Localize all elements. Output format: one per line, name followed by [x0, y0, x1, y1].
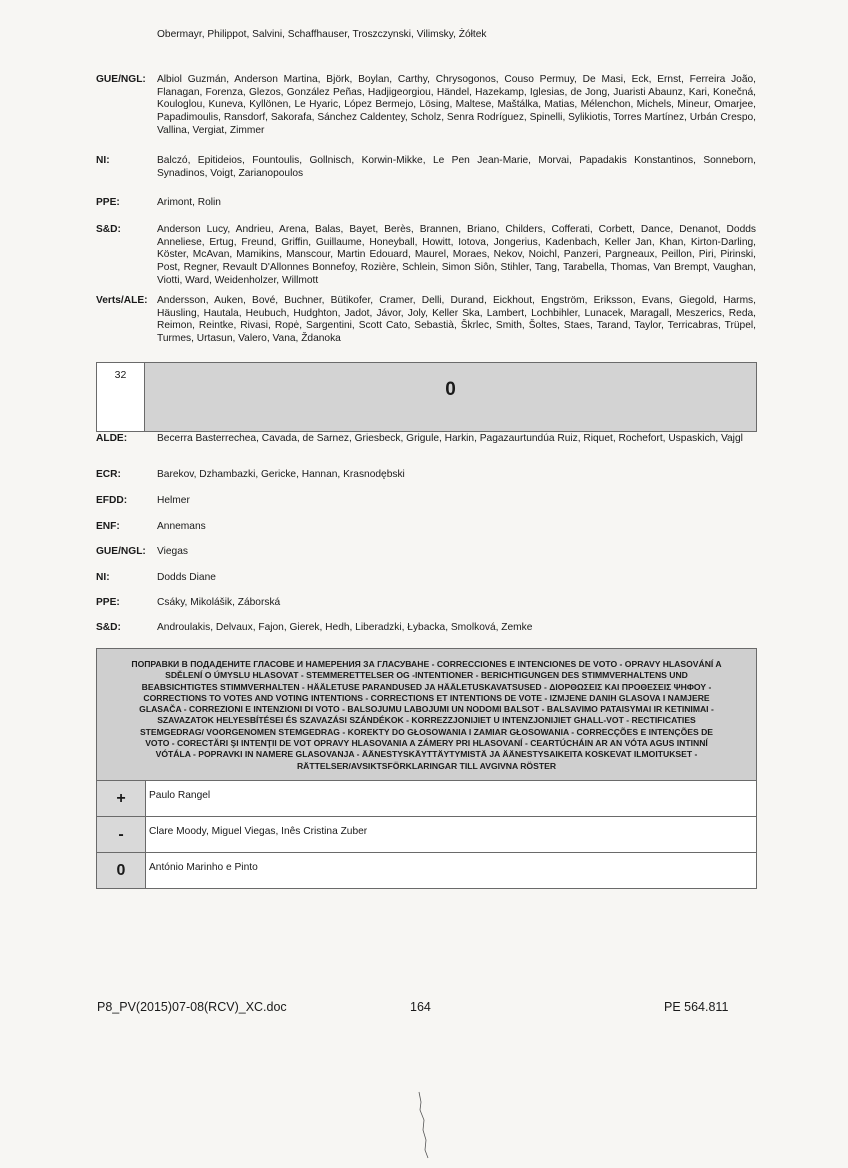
group-s-and-d-abstain — [96, 622, 756, 635]
group-names: Albiol Guzmán, Anderson Martina, Björk, Boylan, Carthy, Chrysogonos, Couso Permuy, De Masi, Eck, Ernst, Ferreira João, Flanagan, Forenza, Glezos, González Peñas, Hadjigeorgiou, Händel, Hazekamp, Iglesias, de Jong, Juaristi Abaunz, Kari, Konečná, Kouloglou, Kuneva, Kyllönen, Le Hyaric, López Bermejo, Lösing, Maltese, Maštálka, Matias, Mélenchon, Michels, Mineur, Omarjee, Papadimoulis, Ransdorf, Sakorafa, Sánchez Caldentey, Scholz, Senra Rodríguez, Spinelli, Sylikiotis, Torres Martínez, Urbán Crespo, Vallina, Vergiat, Zimmer — [157, 74, 756, 136]
group-s-and-d — [96, 224, 756, 288]
group-ppe-abstain — [96, 597, 756, 610]
vote-count-number: 32 — [97, 363, 145, 431]
group-alde — [96, 433, 756, 446]
group-enf — [96, 521, 756, 534]
group-names: Annemans — [157, 521, 206, 532]
group-names: Becerra Basterrechea, Cavada, de Sarnez, Griesbeck, Grigule, Harkin, Pagazaurtundúa Ruiz, Riquet, Rochefort, Uspaskich, Vajgl — [157, 433, 743, 444]
correction-row-zero — [97, 853, 756, 888]
group-names: Androulakis, Delvaux, Fajon, Gierek, Hedh, Liberadzki, Łybacka, Smolková, Zemke — [157, 622, 533, 633]
group-names: Csáky, Mikolášik, Záborská — [157, 597, 281, 608]
group-code: ALDE: — [96, 433, 128, 444]
group-code: S&D: — [96, 224, 121, 235]
group-names: Viegas — [157, 546, 188, 557]
group-names: Andersson, Auken, Bové, Buchner, Bütikofer, Cramer, Delli, Durand, Eickhout, Engström, Eriksson, Evans, Giegold, Harms, Häusling, Hautala, Heubuch, Hudghton, Jadot, Jávor, Joly, Keller Ska, Lambert, Lochbihler, Lunacek, Maragall, Meszerics, Reda, Reimon, Reintke, Rivasi, Ropė, Sargentini, Scott Cato, Sebastià, Škrlec, Smith, Šoltes, Staes, Tarand, Taylor, Terricabras, Trüpel, Turmes, Urtasun, Valero, Vana, Ždanoka — [157, 295, 756, 345]
footer-page-number: 164 — [410, 1000, 431, 1014]
correction-row-plus — [97, 781, 756, 817]
correction-names: António Marinho e Pinto — [149, 861, 258, 873]
group-code: ECR: — [96, 469, 121, 480]
top-names-line: Obermayr, Philippot, Salvini, Schaffhauser, Troszczynski, Vilimsky, Żółtek — [157, 29, 487, 40]
vote-count-box — [96, 362, 757, 432]
group-names: Dodds Diane — [157, 572, 216, 583]
vote-symbol: 0 — [445, 379, 456, 400]
group-ni-abstain — [96, 572, 756, 585]
group-gue-ngl — [96, 74, 756, 138]
correction-names: Clare Moody, Miguel Viegas, Inês Cristina Zuber — [149, 825, 368, 837]
group-code: GUE/NGL: — [96, 74, 146, 85]
corrections-table — [96, 648, 757, 889]
group-ppe — [96, 197, 756, 210]
correction-symbol: 0 — [97, 853, 146, 888]
group-names: Arimont, Rolin — [157, 197, 221, 208]
group-code: NI: — [96, 155, 110, 166]
group-ni — [96, 155, 756, 180]
group-gue-ngl-abstain — [96, 546, 756, 559]
group-names: Barekov, Dzhambazki, Gericke, Hannan, Krasnodębski — [157, 469, 405, 480]
group-ecr — [96, 469, 756, 482]
correction-symbol: + — [97, 781, 146, 816]
correction-symbol: - — [97, 817, 146, 852]
corrections-header: ПОПРАВКИ В ПОДАДЕНИТЕ ГЛАСОВЕ И НАМЕРЕНИЯ ЗА ГЛАСУВАНЕ - CORRECCIONES E INTENCIONES DE VOTO - OPRAVY HLASOVÁNÍ A SDĚLENÍ O ÚMYSLU HLASOVAT - STEMMERETTELSER OG -INTENTIONER - BERICHTIGUNGEN DES STIMMVERHALTENS UND BEABSICHTIGTES STIMMVERHALTEN - HÄÄLETUSE PARANDUSED JA HÄÄLETUSKAVATSUSED - ΔΙΟΡΘΩΣΕΙΣ ΚΑΙ ΠΡΟΘΕΣΕΙΣ ΨΗΦΟΥ - CORRECTIONS TO VOTES AND VOTING INTENTIONS - CORRECTIONS ET INTENTIONS DE VOTE - IZMJENE DANIH GLASOVA I NAMJERE GLASAČA - CORREZIONI E INTENZIONI DI VOTO - BALSOJUMU LABOJUMI UN NODOMI BALSOT - BALSAVIMO PATAISYMAI IR KETINIMAI - SZAVAZATOK HELYESBÍTÉSEI ÉS SZAVAZÁSI SZÁNDÉKOK - KORREZZJONIJIET U INTENZJONIJIET GHALL-VOT - RECTIFICATIES STEMGEDRAG/ VOORGENOMEN STEMGEDRAG - KOREKTY DO GŁOSOWANIA I ZAMIAR GŁOSOWANIA - CORRECÇÕES E INTENÇÕES DE VOTO - CORECTĂRI ŞI INTENŢII DE VOT OPRAVY HLASOVANIA A ZÁMERY PRI HLASOVANÍ - CEARTÚCHÁIN AR AN VÓTA AGUS INTINNÍ VÓTÁLA - POPRAVKI IN NAMERE GLASOVANJA - ÄÄNESTYSKÄYTTÄYTYMISTÄ JA ÄÄNESTYSAIKEITA KOSKEVAT ILMOITUKSET - RÄTTELSER/AVSIKTSFÖRKLARINGAR TILL AVGIVNA RÖSTER — [97, 649, 756, 781]
group-code: EFDD: — [96, 495, 128, 506]
pen-mark-icon — [416, 1090, 432, 1160]
footer-doc-ref: P8_PV(2015)07-08(RCV)_XC.doc — [97, 1000, 287, 1014]
group-code: S&D: — [96, 622, 121, 633]
group-names: Balczó, Epitideios, Fountoulis, Gollnisch, Korwin-Mikke, Le Pen Jean-Marie, Morvai, Papadakis Konstantinos, Sonneborn, Synadinos, Voigt, Zarianopoulos — [157, 155, 756, 179]
group-code: PPE: — [96, 197, 120, 208]
footer-pe-ref: PE 564.811 — [664, 1000, 729, 1014]
group-code: Verts/ALE: — [96, 295, 148, 306]
group-efdd — [96, 495, 756, 508]
group-code: ENF: — [96, 521, 120, 532]
vote-symbol-cell — [145, 363, 756, 431]
group-code: PPE: — [96, 597, 120, 608]
correction-row-minus — [97, 817, 756, 853]
group-verts-ale — [96, 295, 756, 346]
group-names: Helmer — [157, 495, 190, 506]
group-names: Anderson Lucy, Andrieu, Arena, Balas, Bayet, Berès, Brannen, Briano, Childers, Cofferati, Corbett, Dance, Denanot, Dodds Anneliese, Ertug, Freund, Griffin, Guillaume, Honeyball, Howitt, Iotova, Jongerius, Kadenbach, Keller Jan, Khan, Kirton-Darling, Köster, McAvan, Mamikins, Manscour, Martin Edouard, Maurel, Moraes, Nekov, Noichl, Panzeri, Pargneaux, Peillon, Piri, Pirinski, Post, Regner, Revault D'Allonnes Bonnefoy, Rozière, Schlein, Simon Siôn, Stihler, Tang, Tarabella, Thomas, Van Brempt, Vaughan, Viotti, Ward, Weidenholzer, Willmott — [157, 224, 756, 286]
group-code: GUE/NGL: — [96, 546, 146, 557]
group-code: NI: — [96, 572, 110, 583]
correction-names: Paulo Rangel — [149, 789, 211, 801]
